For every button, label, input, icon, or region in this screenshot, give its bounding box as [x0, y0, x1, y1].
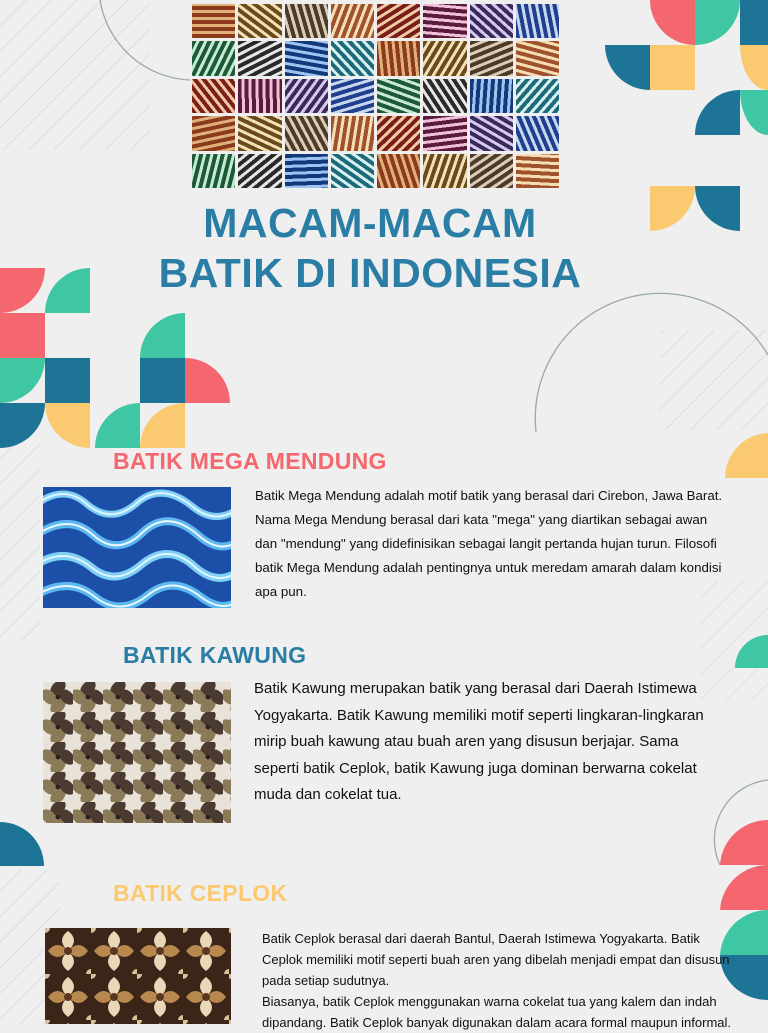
batik-collage-tile: [192, 154, 235, 188]
batik-collage-tile: [377, 116, 420, 150]
batik-collage-tile: [331, 79, 374, 113]
batik-collage-tile: [285, 79, 328, 113]
ceplok-photo: [45, 928, 231, 1024]
batik-collage-tile: [470, 4, 513, 38]
batik-collage-tile: [423, 4, 466, 38]
ceplok-description-part1: Batik Ceplok berasal dari daerah Bantul, Daerah Istimewa Yogyakarta. Batik Ceplok memiliki motif seperti buah aren yang dibelah menjadi empat dan disusun pada setiap sudutnya.: [262, 931, 730, 988]
batik-collage-tile: [516, 41, 559, 75]
batik-collage-tile: [377, 79, 420, 113]
kawung-photo: [43, 682, 231, 823]
mega-mendung-photo: [43, 487, 231, 608]
batik-collage: [192, 4, 559, 188]
batik-collage-tile: [331, 41, 374, 75]
batik-collage-tile: [192, 79, 235, 113]
geometric-cluster-top-right: [605, 0, 768, 231]
batik-collage-tile: [192, 41, 235, 75]
batik-collage-tile: [516, 79, 559, 113]
batik-collage-tile: [238, 154, 281, 188]
batik-collage-tile: [238, 116, 281, 150]
batik-collage-tile: [423, 154, 466, 188]
batik-collage-tile: [377, 154, 420, 188]
batik-collage-tile: [423, 116, 466, 150]
batik-collage-tile: [285, 116, 328, 150]
batik-collage-tile: [238, 79, 281, 113]
heading-ceplok: BATIK CEPLOK: [113, 880, 288, 906]
poster-title-line2: BATIK DI INDONESIA: [158, 250, 582, 296]
batik-collage-tile: [423, 79, 466, 113]
batik-collage-tile: [516, 4, 559, 38]
batik-collage-tile: [238, 4, 281, 38]
batik-collage-tile: [423, 41, 466, 75]
batik-collage-tile: [331, 116, 374, 150]
heading-mega-mendung: BATIK MEGA MENDUNG: [113, 448, 387, 474]
poster-title-line1: MACAM-MACAM: [203, 200, 537, 246]
batik-collage-tile: [285, 154, 328, 188]
mega-mendung-description: Batik Mega Mendung adalah motif batik yang berasal dari Cirebon, Jawa Barat. Nama Mega Mendung berasal dari kata "mega" yang diartikan sebagai awan dan "mendung" yang didefinisikan sebagai langit pertanda hujan turun. Filosofi batik Mega Mendung adalah pentingnya untuk meredam amarah dalam kondisi apa pun.: [255, 488, 723, 599]
batik-collage-tile: [192, 4, 235, 38]
batik-collage-tile: [470, 116, 513, 150]
batik-collage-tile: [377, 4, 420, 38]
batik-collage-tile: [516, 154, 559, 188]
batik-collage-tile: [192, 116, 235, 150]
heading-kawung: BATIK KAWUNG: [123, 642, 307, 668]
ceplok-description: [262, 928, 732, 1033]
kawung-description: Batik Kawung merupakan batik yang berasal dari Daerah Istimewa Yogyakarta. Batik Kawung memiliki motif seperti lingkaran-lingkaran mirip buah kawung atau buah aren yang disusun berjajar. Sama seperti batik Ceplok, batik Kawung juga dominan berwarna cokelat muda dan cokelat tua.: [254, 680, 704, 804]
batik-collage-tile: [470, 154, 513, 188]
batik-collage-tile: [331, 4, 374, 38]
batik-collage-tile: [285, 41, 328, 75]
batik-collage-tile: [377, 41, 420, 75]
batik-collage-tile: [285, 4, 328, 38]
batik-collage-tile: [331, 154, 374, 188]
ceplok-description-part2: Biasanya, batik Ceplok menggunakan warna cokelat tua yang kalem dan indah dipandang. Batik Ceplok banyak digunakan dalam acara formal maupun informal.: [262, 994, 732, 1030]
batik-collage-tile: [470, 79, 513, 113]
batik-collage-tile: [470, 41, 513, 75]
batik-collage-tile: [238, 41, 281, 75]
batik-collage-tile: [516, 116, 559, 150]
